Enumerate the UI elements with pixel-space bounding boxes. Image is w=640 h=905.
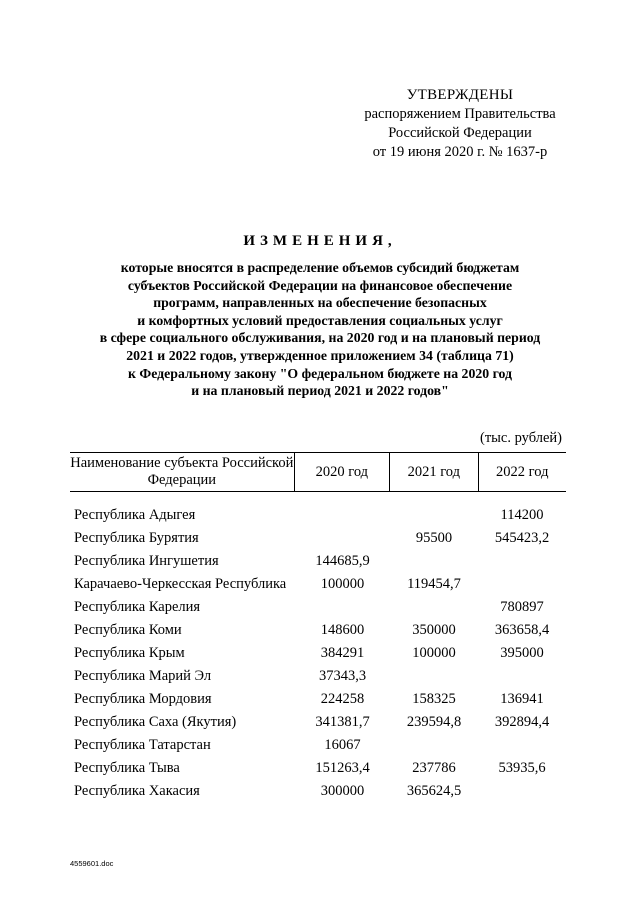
- amount-2022: [478, 783, 566, 800]
- region-name: Республика Хакасия: [74, 783, 200, 799]
- table-row: [70, 760, 566, 777]
- approval-line-3: от 19 июня 2020 г. № 1637-р: [372, 144, 548, 160]
- subtitle-line: к Федеральному закону "О федеральном бюджете на 2020 год: [127, 365, 513, 381]
- amount-2022: 392894,4: [494, 714, 550, 730]
- units-label: (тыс. рублей): [480, 430, 562, 446]
- region-name: Республика Ингушетия: [74, 553, 219, 569]
- header-2020: 2020 год: [294, 453, 389, 491]
- amount-2020: 144685,9: [315, 553, 370, 569]
- amount-2022: 53935,6: [498, 760, 546, 776]
- amount-2021: [390, 553, 478, 570]
- amount-2021: [390, 737, 478, 754]
- region-name: Республика Карелия: [74, 599, 201, 615]
- amount-2020: 224258: [320, 691, 365, 707]
- subtitle-line: в сфере социального обслуживания, на 2020 год и на плановый период: [99, 330, 541, 346]
- region-name: Республика Коми: [74, 622, 182, 638]
- region-name: Республика Марий Эл: [74, 668, 212, 684]
- subtitle-line: программ, направленных на обеспечение безопасных: [153, 295, 487, 311]
- region-name: Республика Мордовия: [74, 691, 212, 707]
- region-name: Республика Тыва: [74, 760, 180, 776]
- table-row: [70, 691, 566, 708]
- amount-2022: [478, 576, 566, 593]
- amount-2020: [295, 599, 390, 616]
- subtitle-line: которые вносятся в распределение объемов субсидий бюджетам: [120, 260, 520, 275]
- amount-2020: 341381,7: [315, 714, 370, 730]
- amount-2021: 95500: [415, 530, 453, 546]
- amount-2021: 239594,8: [406, 714, 462, 730]
- amount-2022: 136941: [500, 691, 544, 707]
- header-2022: 2022 год: [478, 453, 566, 491]
- amount-2022: [478, 553, 566, 570]
- file-reference: 4559601.doc: [70, 859, 114, 868]
- approval-line-1: распоряжением Правительства: [364, 106, 556, 122]
- document-subtitle: [60, 259, 580, 400]
- amount-2021: 100000: [412, 645, 456, 661]
- header-2021: 2021 год: [389, 453, 477, 491]
- subsidy-table: [70, 452, 566, 806]
- amount-2022: [478, 668, 566, 685]
- approval-heading: УТВЕРЖДЕНЫ: [406, 87, 514, 103]
- table-row: [70, 783, 566, 800]
- amount-2021: [390, 507, 478, 524]
- region-name: Республика Татарстан: [74, 737, 211, 753]
- table-row: [70, 576, 566, 593]
- amount-2020: 151263,4: [315, 760, 370, 776]
- region-name: Республика Бурятия: [74, 530, 199, 546]
- region-name: Республика Адыгея: [74, 507, 196, 523]
- amount-2022: 114200: [500, 507, 544, 523]
- table-row: [70, 599, 566, 616]
- table-row: [70, 668, 566, 685]
- amount-2021: 237786: [412, 760, 456, 776]
- amount-2021: [390, 599, 478, 616]
- table-row: [70, 714, 566, 731]
- region-name: Республика Саха (Якутия): [74, 714, 237, 730]
- header-region: Наименование субъекта Российской Федерации: [70, 455, 294, 488]
- approval-block: [330, 86, 590, 162]
- amount-2020: 16067: [324, 737, 361, 753]
- amount-2021: 365624,5: [406, 783, 462, 799]
- table-body: [70, 492, 566, 800]
- amount-2021: 350000: [412, 622, 456, 638]
- subtitle-line: субъектов Российской Федерации на финансовое обеспечение: [127, 277, 513, 293]
- amount-2020: 100000: [320, 576, 365, 592]
- table-row: [70, 553, 566, 570]
- amount-2020: 37343,3: [318, 668, 367, 684]
- amount-2021: 119454,7: [407, 576, 461, 592]
- amount-2020: 148600: [320, 622, 365, 638]
- amount-2022: 363658,4: [494, 622, 550, 638]
- table-row: [70, 645, 566, 662]
- amount-2021: [390, 668, 478, 685]
- table-row: [70, 507, 566, 524]
- table-row: [70, 737, 566, 754]
- approval-line-2: Российской Федерации: [388, 125, 532, 141]
- region-name: Карачаево-Черкесская Республика: [74, 576, 287, 592]
- table-row: [70, 530, 566, 547]
- table-header: [70, 452, 566, 492]
- subtitle-line: 2021 и 2022 годов, утвержденное приложением 34 (таблица 71): [126, 347, 514, 363]
- subtitle-line: и на плановый период 2021 и 2022 годов": [191, 383, 449, 399]
- document-title: ИЗМЕНЕНИЯ,: [243, 233, 397, 249]
- amount-2022: 395000: [500, 645, 544, 661]
- amount-2022: 545423,2: [494, 530, 550, 546]
- amount-2020: [295, 530, 390, 547]
- amount-2021: 158325: [412, 691, 456, 707]
- region-name: Республика Крым: [74, 645, 185, 661]
- amount-2022: 780897: [500, 599, 544, 615]
- amount-2020: 300000: [320, 783, 365, 799]
- table-row: [70, 622, 566, 639]
- amount-2022: [478, 737, 566, 754]
- amount-2020: [295, 507, 390, 524]
- subtitle-line: и комфортных условий предоставления социальных услуг: [137, 312, 503, 328]
- amount-2020: 384291: [320, 645, 365, 661]
